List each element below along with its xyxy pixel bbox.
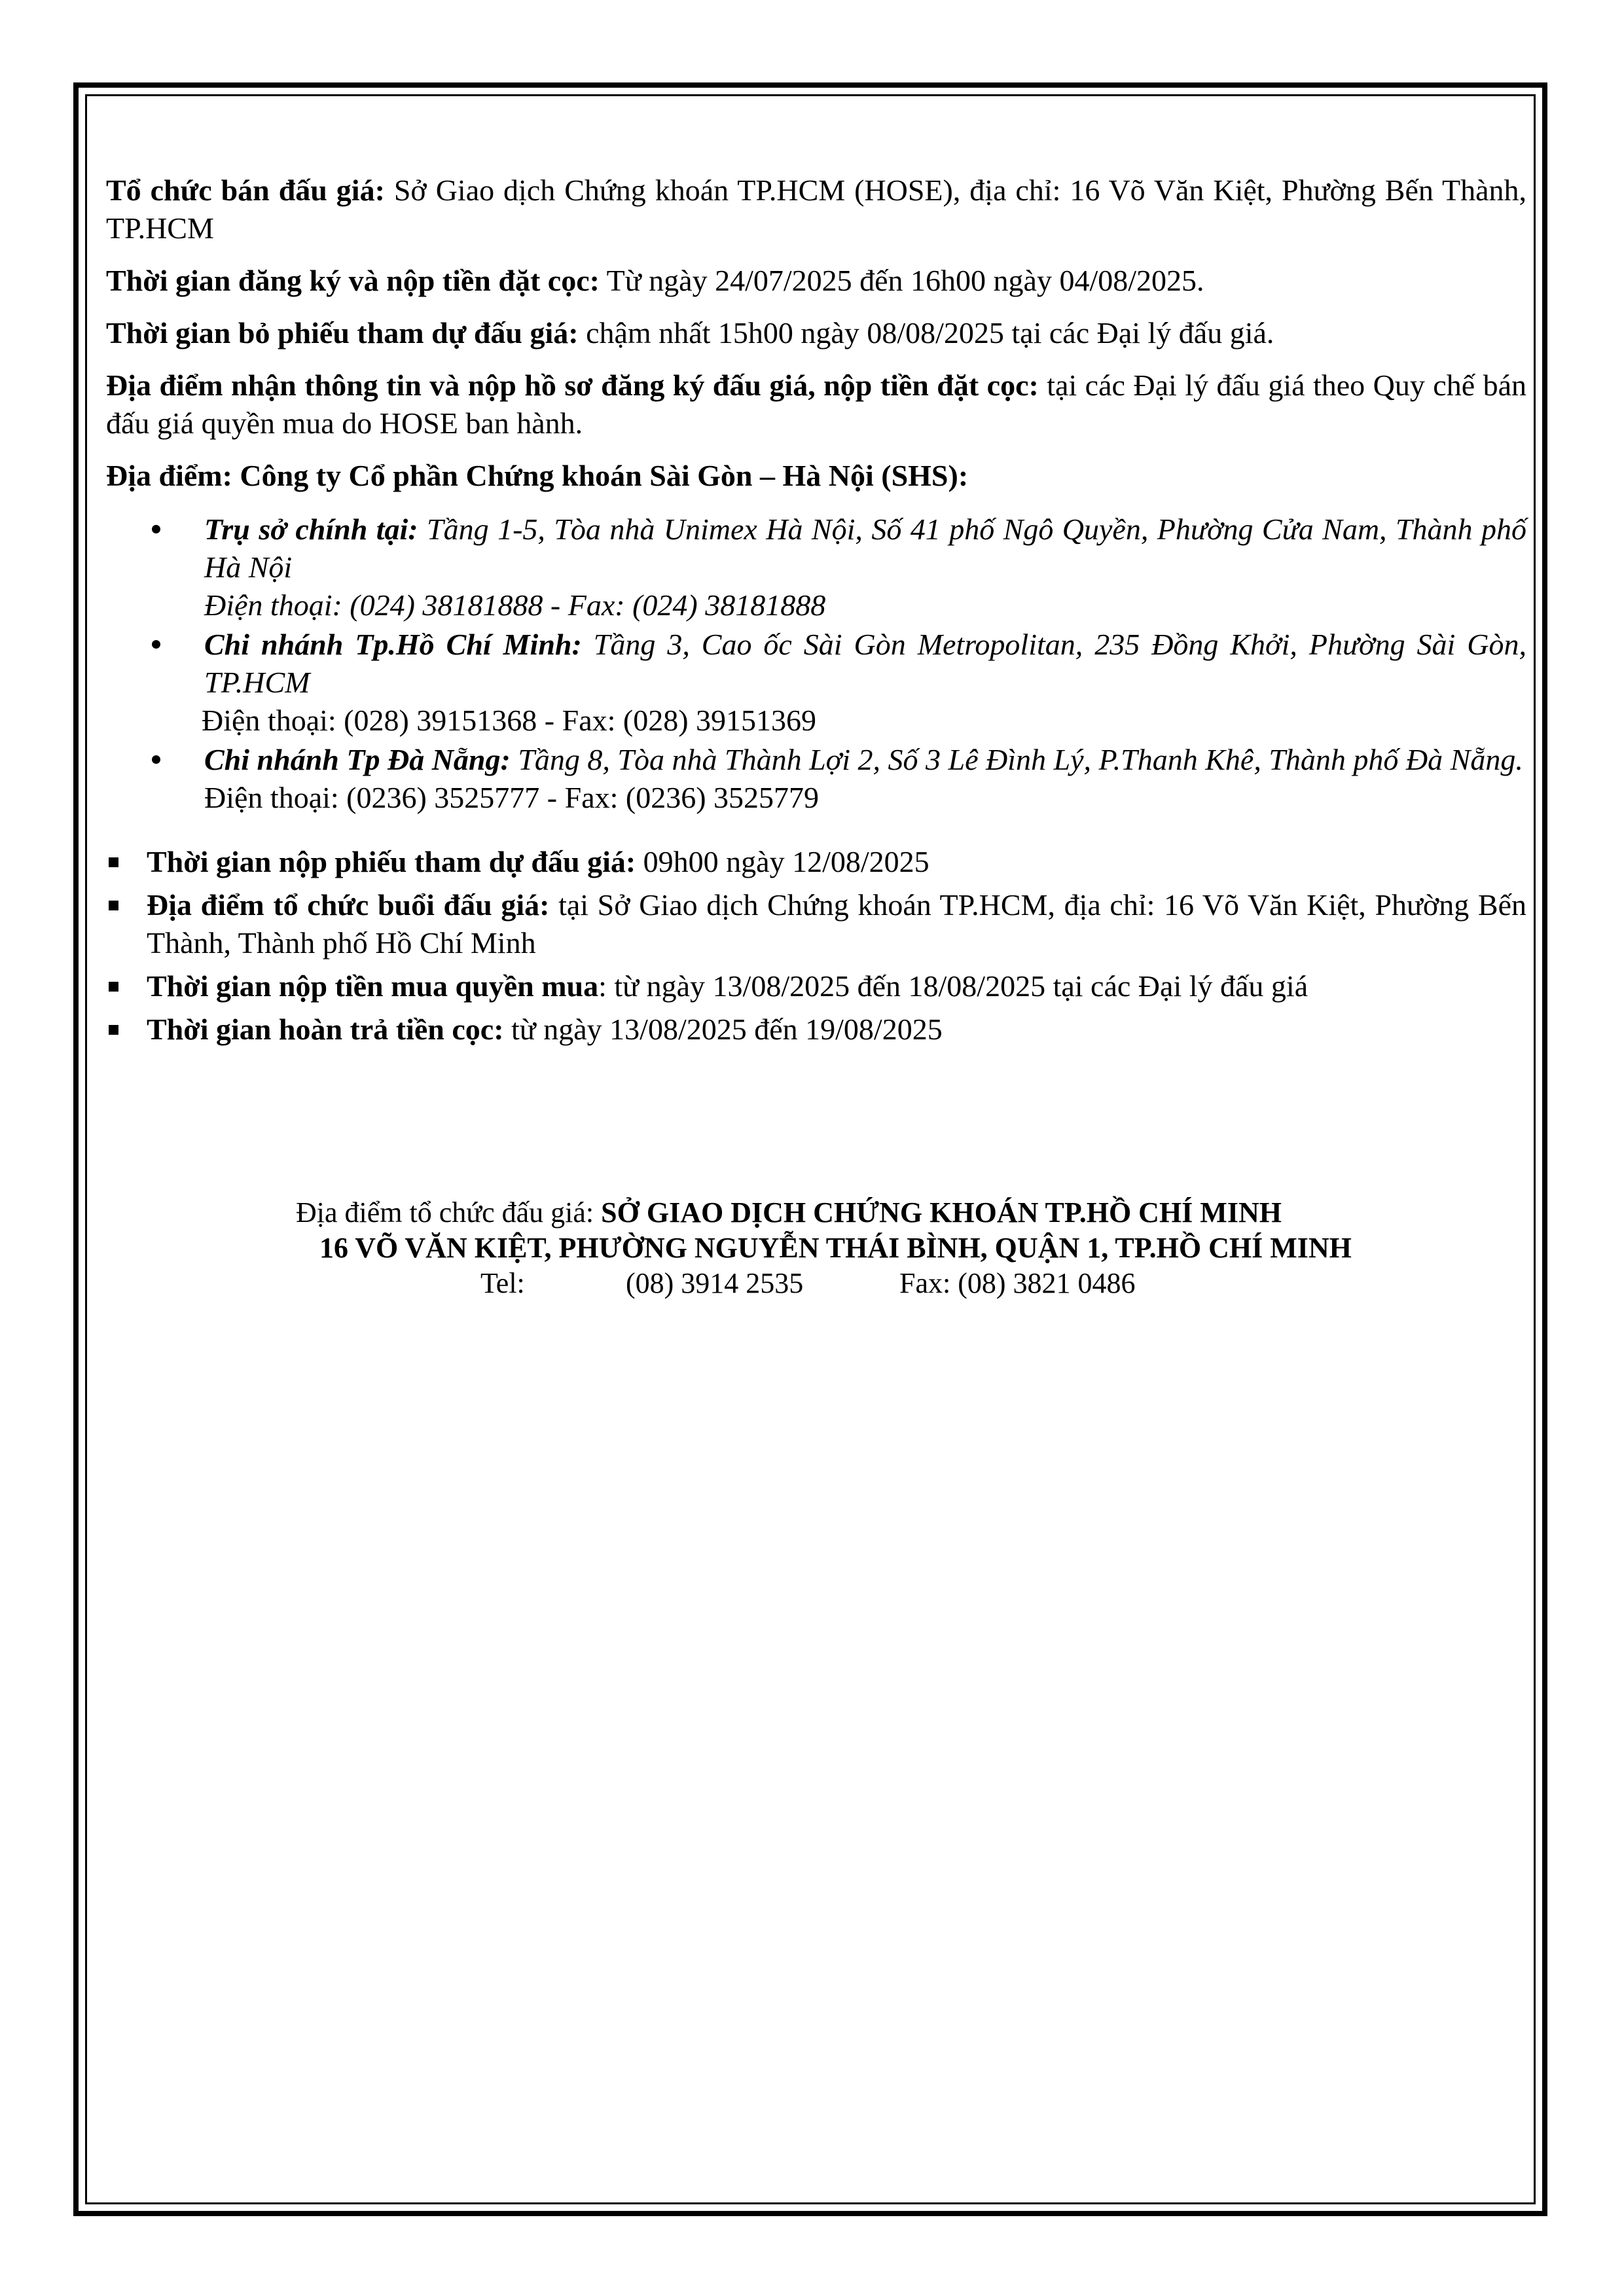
branch-phone: Điện thoại: (028) 39151368 - Fax: (028) 39151369 (202, 704, 817, 737)
branch-name: Trụ sở chính tại: (204, 512, 418, 546)
event-item (106, 843, 1526, 881)
footer-phone-line (480, 1266, 1136, 1301)
event-label: Thời gian nộp phiếu tham dự đấu giá: (147, 845, 636, 878)
branch-list (106, 511, 1526, 817)
info-text: tại các Đại lý đấu giá theo Quy chế bán đấu giá quyền mua do HOSE ban hành. (106, 368, 1526, 440)
info-organizer (106, 171, 1526, 247)
info-text: chậm nhất 15h00 ngày 08/08/2025 tại các Đại lý đấu giá. (578, 316, 1274, 350)
footer-fax: Fax: (08) 3821 0486 (899, 1267, 1136, 1299)
branch-phone: Điện thoại: (024) 38181888 - Fax: (024) 38181888 (204, 588, 826, 622)
bullet-dot-icon (152, 755, 160, 764)
event-item (106, 1011, 1526, 1049)
bullet-dot-icon (152, 640, 160, 649)
info-label: Địa điểm nhận thông tin và nộp hồ sơ đăng ký đấu giá, nộp tiền đặt cọc: (106, 368, 1039, 402)
footer-prefix: Địa điểm tổ chức đấu giá: (296, 1196, 602, 1229)
branch-name: Chi nhánh Tp.Hồ Chí Minh: (204, 628, 582, 661)
event-text: tại Sở Giao dịch Chứng khoán TP.HCM, địa chỉ: 16 Võ Văn Kiệt, Phường Bến Thành, Thành phố Hồ Chí Minh (147, 888, 1526, 960)
info-submission-location (106, 367, 1526, 442)
info-label: Thời gian bỏ phiếu tham dự đấu giá: (106, 316, 579, 350)
bullet-square-icon (109, 857, 118, 867)
bullet-square-icon (109, 982, 118, 992)
event-item (106, 886, 1526, 962)
footer-org-line (296, 1195, 1282, 1230)
branch-address (204, 626, 1526, 702)
footer-address: 16 VÕ VĂN KIỆT, PHƯỜNG NGUYỄN THÁI BÌNH, QUẬN 1, TP.HỒ CHÍ MINH (319, 1232, 1352, 1264)
info-text: Sở Giao dịch Chứng khoán TP.HCM (HOSE), địa chỉ: 16 Võ Văn Kiệt, Phường Bến Thành, TP.HCM (106, 173, 1526, 245)
event-item (106, 967, 1526, 1005)
info-registration-time (106, 262, 1526, 300)
footer-org: SỞ GIAO DỊCH CHỨNG KHOÁN TP.HỒ CHÍ MINH (601, 1196, 1282, 1229)
document-body (106, 171, 1526, 1054)
branch-name: Chi nhánh Tp Đà Nẵng: (204, 743, 511, 776)
bullet-dot-icon (152, 525, 160, 533)
location-heading (106, 457, 1526, 495)
location-heading-text: Địa điểm: Công ty Cổ phần Chứng khoán Sài Gòn – Hà Nội (SHS): (106, 459, 969, 492)
branch-item (106, 511, 1526, 624)
branch-item (106, 626, 1526, 740)
bullet-square-icon (109, 901, 118, 910)
branch-address-text: Tầng 1-5, Tòa nhà Unimex Hà Nội, Số 41 phố Ngô Quyền, Phường Cửa Nam, Thành phố Hà Nội (204, 512, 1526, 584)
branch-address (204, 741, 1526, 779)
event-label: Thời gian hoàn trả tiền cọc: (147, 1013, 504, 1046)
event-text: : từ ngày 13/08/2025 đến 18/08/2025 tại các Đại lý đấu giá (598, 969, 1308, 1003)
info-text: Từ ngày 24/07/2025 đến 16h00 ngày 04/08/2025. (599, 264, 1204, 297)
footer-tel-label: Tel: (480, 1267, 525, 1299)
branch-item (106, 741, 1526, 817)
event-text: từ ngày 13/08/2025 đến 19/08/2025 (503, 1013, 943, 1046)
info-ballot-time (106, 314, 1526, 352)
branch-address-text: Tầng 8, Tòa nhà Thành Lợi 2, Số 3 Lê Đình Lý, P.Thanh Khê, Thành phố Đà Nẵng. (510, 743, 1523, 776)
branch-address-text: Tầng 3, Cao ốc Sài Gòn Metropolitan, 235 Đồng Khởi, Phường Sài Gòn, TP.HCM (204, 628, 1526, 699)
info-label: Thời gian đăng ký và nộp tiền đặt cọc: (106, 264, 600, 297)
event-label: Thời gian nộp tiền mua quyền mua (147, 969, 599, 1003)
info-label: Tổ chức bán đấu giá: (106, 173, 385, 207)
bullet-square-icon (109, 1025, 118, 1035)
footer-tel: (08) 3914 2535 (626, 1267, 804, 1299)
event-text: 09h00 ngày 12/08/2025 (636, 845, 929, 878)
event-label: Địa điểm tổ chức buổi đấu giá: (147, 888, 550, 922)
branch-phone: Điện thoại: (0236) 3525777 - Fax: (0236) 3525779 (204, 781, 820, 814)
branch-address (204, 511, 1526, 586)
event-list (106, 843, 1526, 1049)
